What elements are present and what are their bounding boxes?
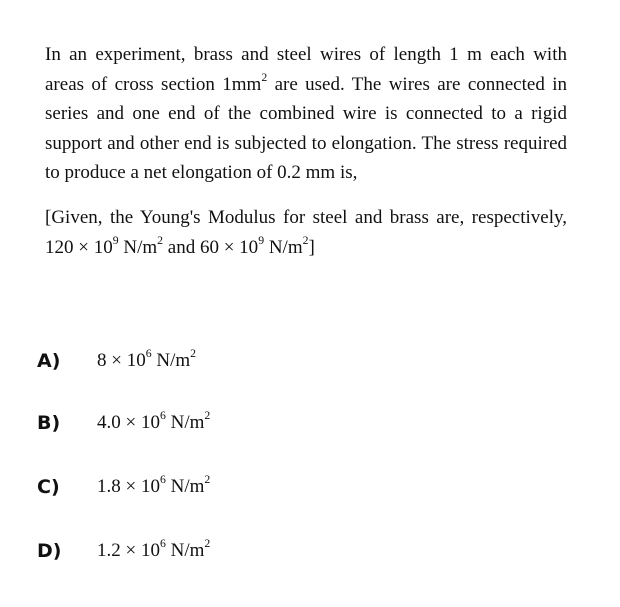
option-exponent: 6 bbox=[159, 537, 166, 551]
option-mantissa: 4.0 × 10 bbox=[97, 412, 160, 433]
option-unit: N/m bbox=[165, 476, 205, 497]
option-unit-superscript: 2 bbox=[204, 409, 211, 423]
superscript-exponent: 9 bbox=[112, 233, 119, 247]
option-a[interactable] bbox=[37, 346, 196, 376]
given-text-part1: [Given, the Young's Modulus for steel and brass are, respectively, 120 × 10 bbox=[45, 206, 567, 258]
option-text bbox=[97, 409, 211, 434]
option-d[interactable] bbox=[37, 536, 210, 566]
question-text-part2: are used. The wires are connected in series and one end of the combined wire is connected to a rigid support and other end is subjected to elongation. The stress required to produce a net elongation of 0.2 mm is, bbox=[45, 73, 567, 184]
given-unit: N/m bbox=[264, 236, 303, 258]
option-exponent: 6 bbox=[159, 409, 166, 423]
option-text bbox=[97, 347, 197, 372]
superscript-squared: 2 bbox=[302, 233, 309, 247]
option-unit: N/m bbox=[151, 350, 191, 371]
superscript-exponent: 9 bbox=[258, 233, 265, 247]
given-unit: N/m bbox=[118, 236, 158, 258]
option-exponent: 6 bbox=[159, 473, 166, 487]
option-unit-superscript: 2 bbox=[204, 537, 211, 551]
option-unit: N/m bbox=[165, 412, 205, 433]
given-text bbox=[45, 203, 567, 262]
option-label: C) bbox=[37, 476, 60, 498]
question-block bbox=[45, 40, 567, 262]
question-text-part1: In an experiment, brass and steel wires of length 1 m each with areas of cross section 1mm bbox=[45, 44, 567, 95]
option-label: D) bbox=[37, 540, 62, 562]
option-unit-superscript: 2 bbox=[190, 347, 197, 361]
option-b[interactable] bbox=[37, 408, 210, 438]
superscript-squared: 2 bbox=[157, 233, 164, 247]
option-unit-superscript: 2 bbox=[204, 473, 211, 487]
option-unit: N/m bbox=[165, 540, 205, 561]
option-exponent: 6 bbox=[145, 347, 152, 361]
option-mantissa: 8 × 10 bbox=[97, 350, 146, 371]
superscript-squared: 2 bbox=[261, 70, 268, 84]
option-c[interactable] bbox=[37, 472, 210, 502]
option-mantissa: 1.8 × 10 bbox=[97, 476, 160, 497]
option-text bbox=[97, 473, 211, 498]
option-label: A) bbox=[37, 350, 61, 372]
given-close-bracket: ] bbox=[308, 236, 315, 258]
given-text-part2: and 60 × 10 bbox=[163, 236, 259, 258]
question-text bbox=[45, 40, 567, 188]
option-text bbox=[97, 537, 211, 562]
option-label: B) bbox=[37, 412, 61, 434]
option-mantissa: 1.2 × 10 bbox=[97, 540, 160, 561]
